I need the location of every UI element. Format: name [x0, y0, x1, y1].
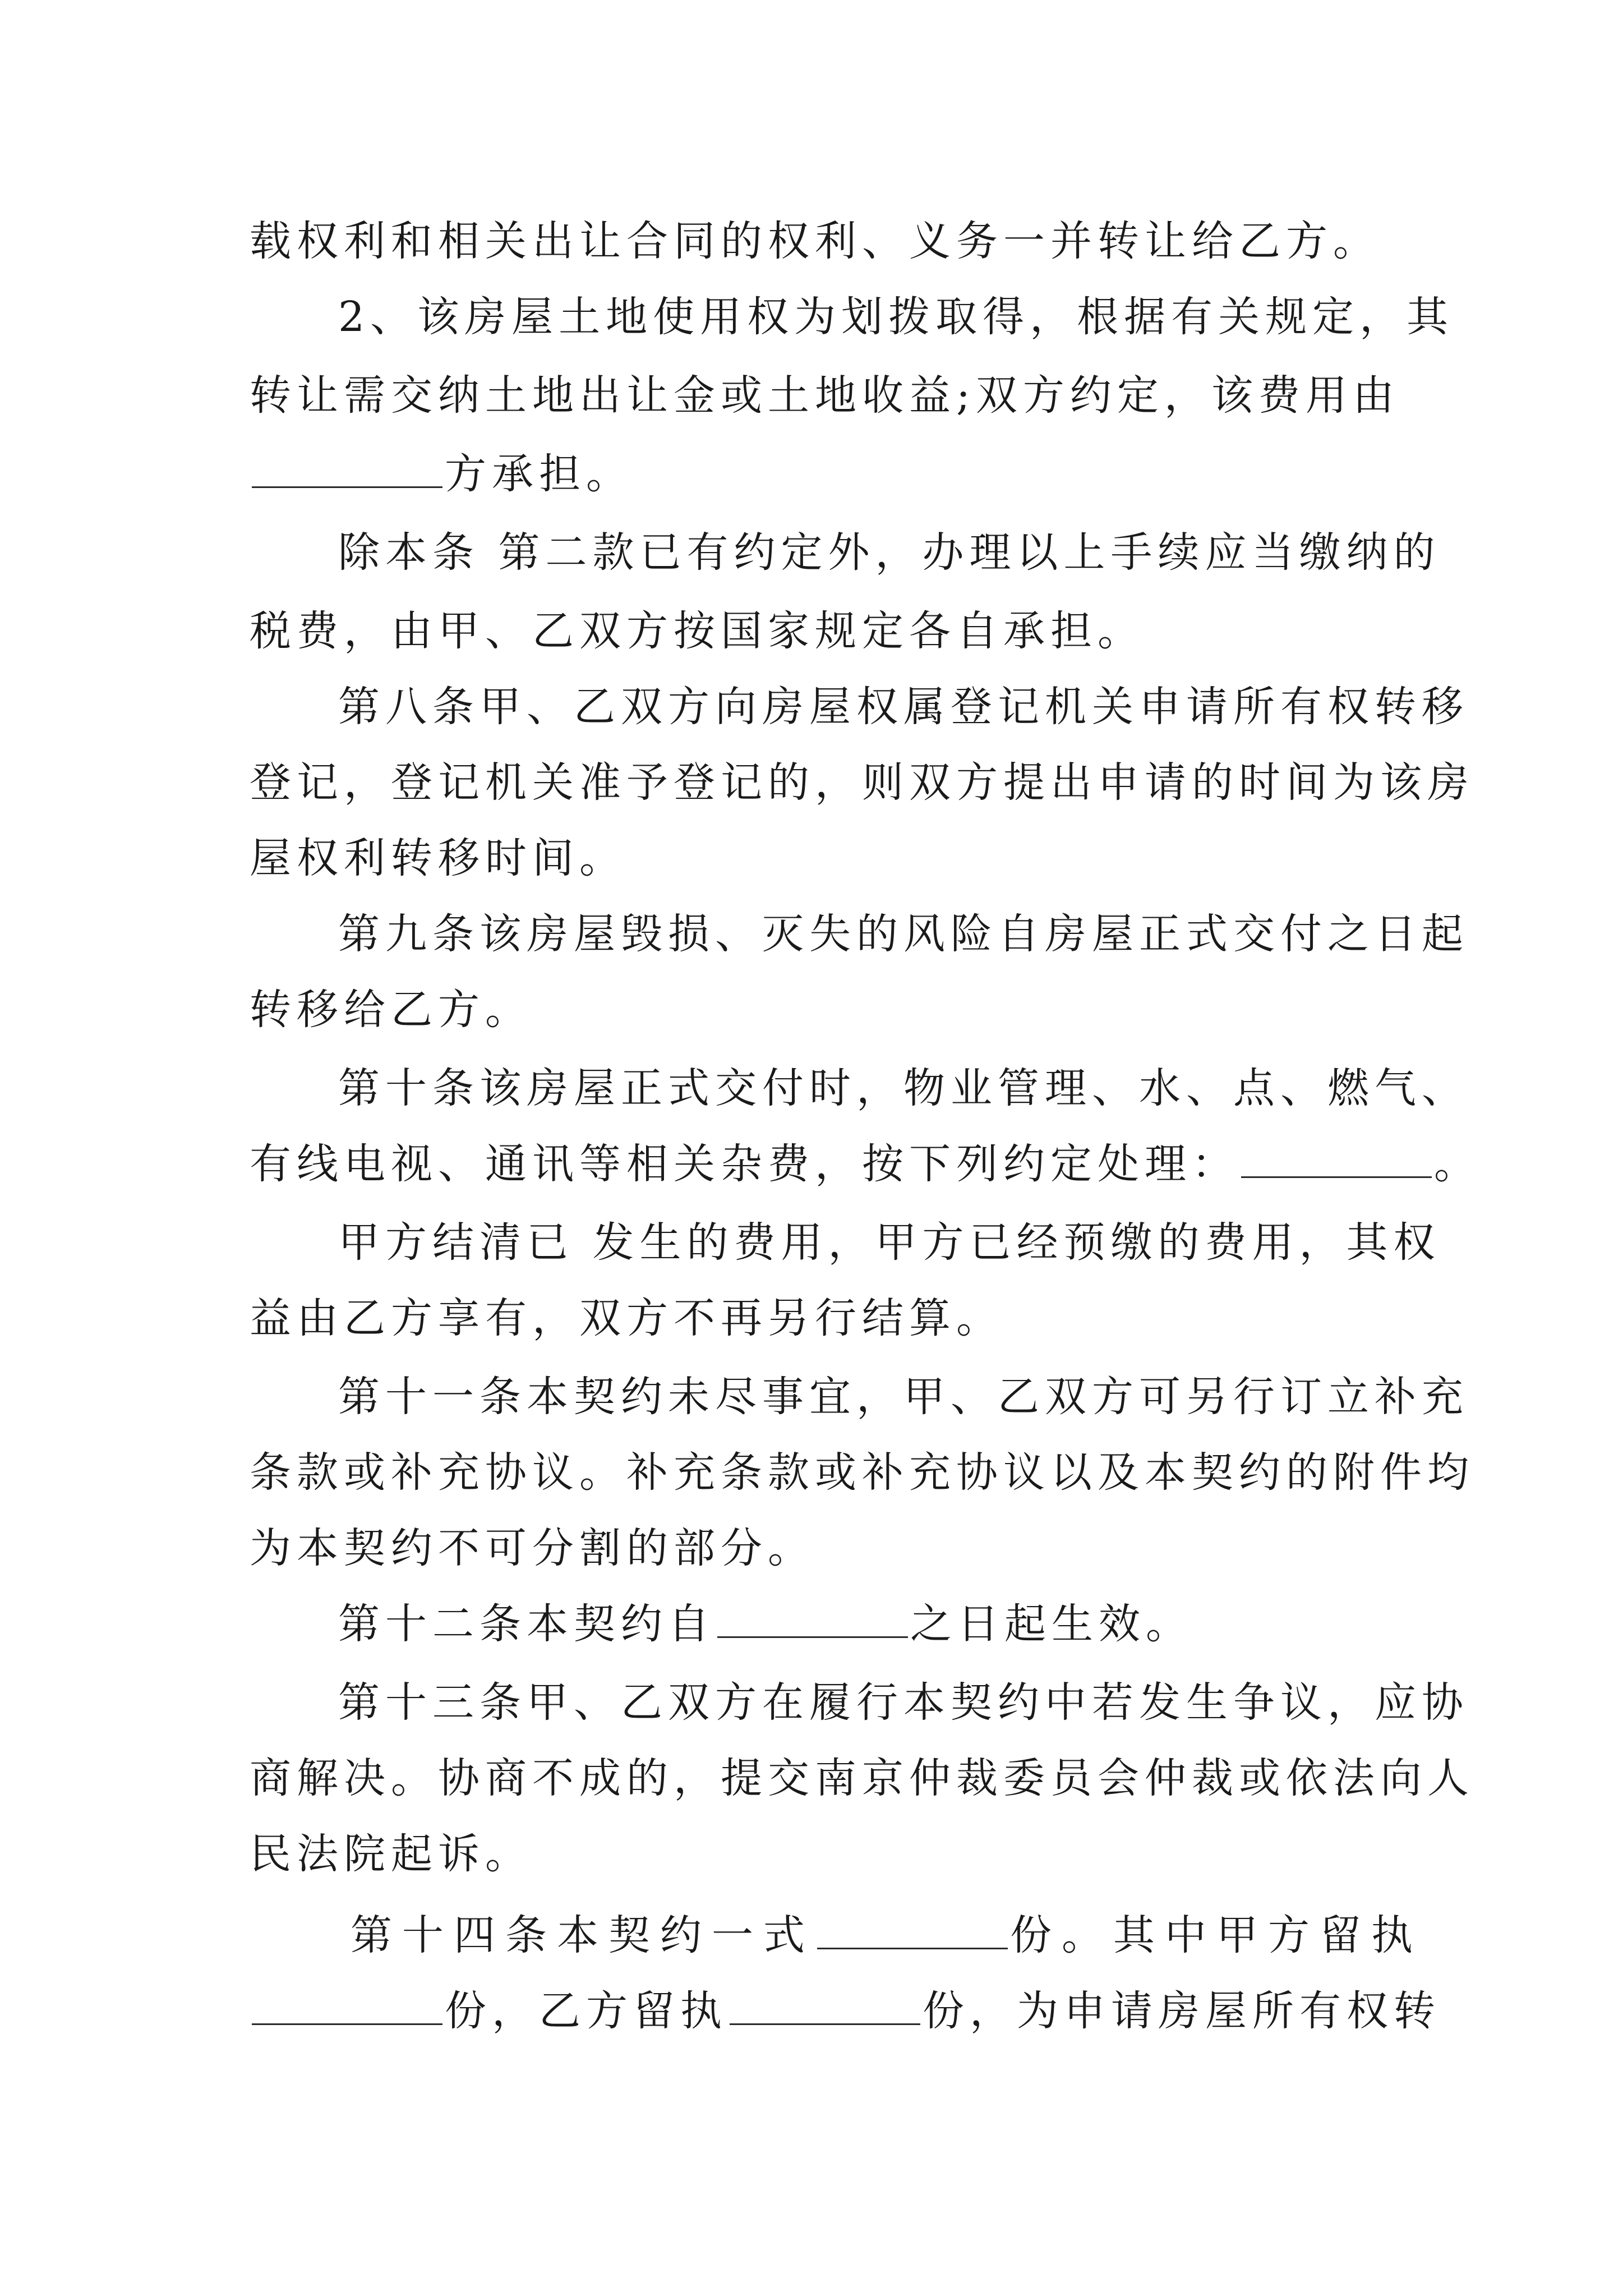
line-21-text: 商解决。协商不成的，提交南京仲裁委员会仲裁或依法向人: [250, 1754, 1474, 1802]
line-15-text: 益由乙方享有，双方不再另行结算。: [250, 1294, 1003, 1342]
text-line-10: [338, 898, 1469, 970]
text-line-11: [250, 973, 1394, 1046]
text-line-14: [338, 1206, 1441, 1279]
text-line-2: [338, 280, 1454, 353]
text-line-23: [351, 1899, 1423, 1972]
line-1-text: 载权利和相关出让合同的权利、义务一并转让给乙方。: [250, 217, 1380, 265]
text-line-5: [338, 516, 1441, 589]
line-19-text-before: 第十二条本契约自: [338, 1600, 715, 1648]
line-2-text: 2、该房屋土地使用权为划拨取得，根据有关规定，其: [338, 293, 1454, 341]
line-19-text-after: 之日起生效。: [910, 1600, 1193, 1648]
text-line-12: [338, 1052, 1469, 1125]
line-11-text: 转移给乙方。: [250, 986, 532, 1034]
text-line-13: [250, 1128, 1481, 1200]
text-line-18: [250, 1512, 1394, 1585]
text-line-7: [338, 670, 1469, 743]
line-3-text: 转让需交纳土地出让金或土地收益;双方约定，该费用由: [250, 371, 1400, 420]
fill-in-blank-copies-party-a[interactable]: [252, 2021, 442, 2025]
line-16-text: 第十一条本契约未尽事宜，甲、乙双方可另行订立补充: [338, 1373, 1469, 1421]
fill-in-blank-copies-party-b[interactable]: [730, 2021, 920, 2025]
line-18-text: 为本契约不可分割的部分。: [250, 1524, 815, 1572]
text-line-21: [250, 1742, 1474, 1815]
text-line-8: [250, 746, 1474, 819]
text-line-19: [338, 1588, 1394, 1660]
line-22-text: 民法院起诉。: [250, 1830, 532, 1878]
line-17-text: 条款或补充协议。补充条款或补充协议以及本契约的附件均: [250, 1448, 1474, 1497]
line-13-text-before: 有线电视、通讯等相关杂费，按下列约定处理：: [250, 1140, 1239, 1188]
line-6-text: 税费，由甲、乙双方按国家规定各自承担。: [250, 607, 1145, 655]
text-line-6: [250, 595, 1394, 668]
text-line-16: [338, 1360, 1469, 1433]
line-9-text: 屋权利转移时间。: [250, 834, 626, 882]
text-line-3: [250, 359, 1400, 432]
line-20-text: 第十三条甲、乙双方在履行本契约中若发生争议，应协: [338, 1678, 1469, 1727]
fill-in-blank-copies-total[interactable]: [817, 1945, 1008, 1949]
line-13-text-after: 。: [1434, 1140, 1481, 1188]
fill-in-blank-fees[interactable]: [1241, 1174, 1432, 1178]
text-line-20: [338, 1666, 1469, 1739]
line-5-text: 除本条 第二款已有约定外，办理以上手续应当缴纳的: [338, 528, 1441, 577]
text-line-9: [250, 822, 1394, 895]
text-line-4: [250, 438, 1394, 510]
line-23-text-before: 第十四条本契约一式: [351, 1911, 815, 1959]
line-24-text-a: 份，乙方留执: [445, 1987, 727, 2035]
fill-in-blank-effective-date[interactable]: [717, 1634, 908, 1638]
line-24-text-b: 份，为申请房屋所有权转: [923, 1987, 1441, 2035]
fill-in-blank-payer[interactable]: [252, 484, 442, 488]
line-10-text: 第九条该房屋毁损、灭失的风险自房屋正式交付之日起: [338, 910, 1469, 958]
text-line-1: [250, 205, 1394, 278]
line-7-text: 第八条甲、乙双方向房屋权属登记机关申请所有权转移: [338, 683, 1469, 731]
text-line-15: [250, 1282, 1394, 1355]
line-12-text: 第十条该房屋正式交付时，物业管理、水、点、燃气、: [338, 1064, 1469, 1112]
line-4-text: 方承担。: [445, 450, 633, 498]
line-23-text-after: 份。其中甲方留执: [1010, 1911, 1423, 1959]
text-line-17: [250, 1436, 1474, 1509]
line-14-text: 甲方结清已 发生的费用，甲方已经预缴的费用，其权: [338, 1218, 1441, 1267]
line-8-text: 登记，登记机关准予登记的，则双方提出申请的时间为该房: [250, 758, 1474, 807]
text-line-22: [250, 1818, 1394, 1890]
text-line-24: [250, 1975, 1441, 2047]
